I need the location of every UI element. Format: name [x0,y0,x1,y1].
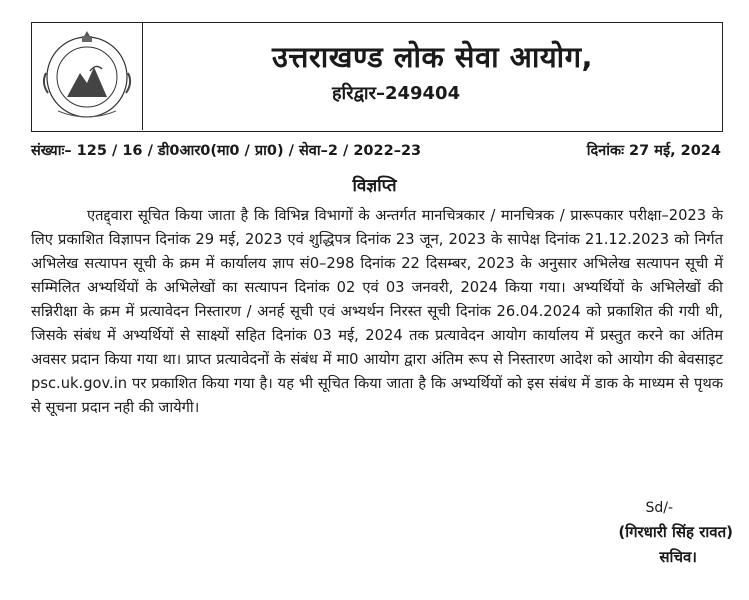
letterhead [31,22,723,132]
reference-date: दिनांकः 27 मई, 2024 [586,143,721,159]
signed-mark: Sd/- [645,500,673,516]
reference-number: संख्याः– 125 / 16 / डी0आर0(मा0 / प्रा0) / सेवा–2 / 2022–23 [31,143,422,159]
logo-box [32,23,143,130]
commission-emblem-icon [38,27,136,125]
organization-address: हरिद्वार–249404 [332,83,461,104]
reference-line [31,140,723,164]
signatory-designation: सचिव। [659,548,697,566]
notice-paragraph: एतद्द्वारा सूचित किया जाता है कि विभिन्न विभागों के अन्तर्गत मानचित्रकार / मानचित्रक / प्रारूपकार परीक्षा–2023 के लिए प्रकाशित विज्ञापन दिनांक 29 मई, 2023 एवं शुद्धिपत्र दिनांक 23 जून, 2023 के सापेक्ष दिनांक 21.12.2023 को निर्गत अभिलेख सत्यापन सूची के क्रम में कार्यालय ज्ञाप सं0–298 दिनांक 22 दिसम्बर, 2023 के अनुसार अभिलेख सत्यापन सूची में सम्मिलित अभ्यर्थियों के अभिलेखों का सत्यापन दिनांक 02 एवं 03 जनवरी, 2024 किया गया। अभ्यर्थियों के अभिलेखों की सन्निरीक्षा के क्रम में प्रत्यावेदन निस्तारण / अनर्ह सूची एवं अभ्यर्थन निरस्त सूची दिनांक 26.04.2024 को प्रकाशित की गयी थी, जिसके संबंध में अभ्यर्थियों से साक्ष्यों सहित दिनांक 03 मई, 2024 तक प्रत्यावेदन आयोग कार्यालय में प्रस्तुत करने का अंतिम अवसर प्रदान किया गया था। प्राप्त प्रत्यावेदनों के संबंध में मा0 आयोग द्वारा अंतिम रूप से निस्तारण आदेश को आयोग की बेवसाइट psc.uk.gov.in पर प्रकाशित किया गया है। यह भी सूचित किया जाता है कि अभ्यर्थियों को इस संबंध में डाक के माध्यम से पृथक से सूचना प्रदान नही की जायेगी। [31,207,723,416]
signatory-name: (गिरधारी सिंह रावत) [618,523,733,541]
notice-title: विज्ञप्ति [352,176,397,196]
notice-body [31,204,723,420]
organization-name: उत्तराखण्ड लोक सेवा आयोग, [271,40,594,74]
